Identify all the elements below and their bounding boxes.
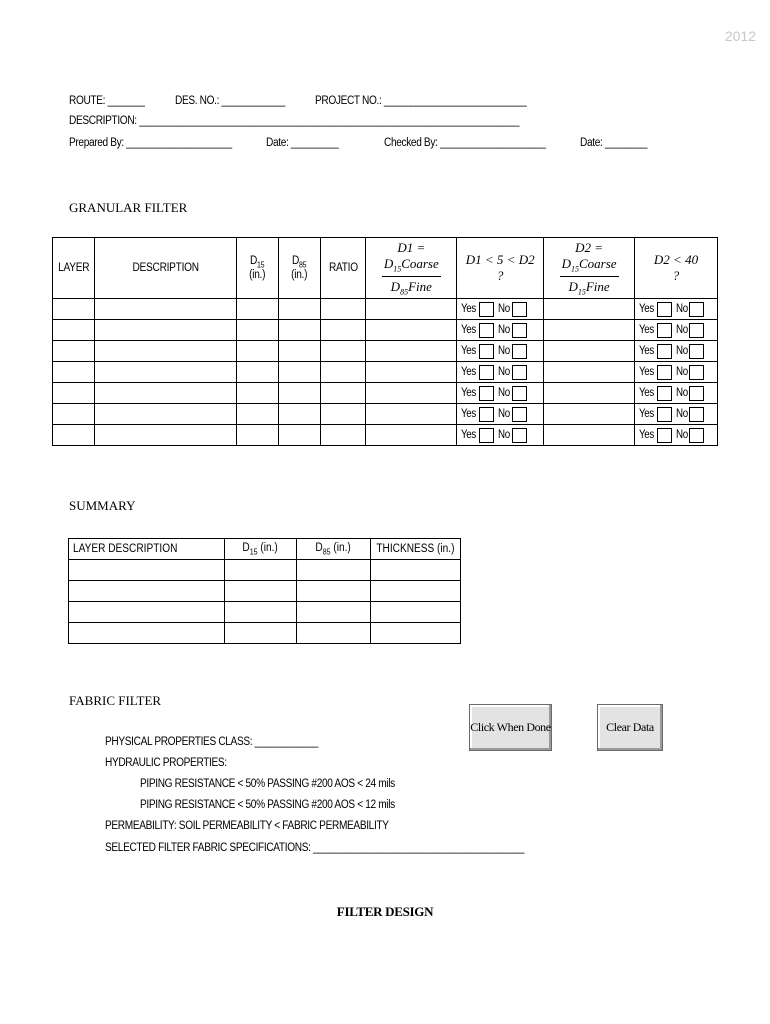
summary-thickness-cell[interactable] (371, 581, 461, 602)
layer-cell[interactable] (53, 299, 95, 320)
yes-no-group (457, 365, 543, 380)
summary-col-d15: $D_{15}$ (in.) (224, 539, 296, 560)
no-label: No (497, 387, 510, 399)
yes-checkbox[interactable] (657, 344, 672, 359)
granular-filter-table (52, 237, 718, 446)
col-d85-header: $D_{85}$ (in.) (278, 238, 321, 299)
check1-cell (457, 404, 544, 425)
description-cell[interactable] (94, 383, 236, 404)
no-label: No (675, 324, 688, 336)
page-footer-title: FILTER DESIGN (336, 904, 434, 919)
no-label: No (497, 408, 510, 420)
yes-label: Yes (638, 324, 654, 336)
yes-no-group (635, 407, 717, 422)
yes-label: Yes (461, 387, 477, 399)
yes-label: Yes (638, 429, 654, 441)
layer-cell[interactable] (53, 383, 95, 404)
check1-cell (457, 341, 544, 362)
yes-checkbox[interactable] (479, 365, 494, 380)
summary-thickness-cell[interactable] (371, 560, 461, 581)
no-label: No (497, 429, 510, 441)
date-field-1[interactable]: Date: _________ (266, 137, 339, 149)
yes-label: Yes (461, 324, 477, 336)
check2-cell (634, 383, 717, 404)
yes-no-group (457, 323, 543, 338)
d15-cell[interactable] (236, 383, 278, 404)
yes-checkbox[interactable] (479, 407, 494, 422)
no-label: No (675, 429, 688, 441)
d2-cell[interactable] (544, 404, 635, 425)
layer-cell[interactable] (53, 425, 95, 446)
no-label: No (675, 345, 688, 357)
d15-cell[interactable] (236, 341, 278, 362)
no-checkbox[interactable] (512, 428, 527, 443)
yes-no-group (635, 344, 717, 359)
no-checkbox[interactable] (689, 428, 704, 443)
no-label: No (497, 303, 510, 315)
description-cell[interactable] (94, 404, 236, 425)
no-checkbox[interactable] (512, 407, 527, 422)
summary-d85-cell[interactable] (296, 602, 371, 623)
check1-cell (457, 383, 544, 404)
summary-thickness-cell[interactable] (371, 602, 461, 623)
yes-no-group (635, 386, 717, 401)
check2-cell (634, 425, 717, 446)
summary-d15-cell[interactable] (224, 623, 296, 644)
no-checkbox[interactable] (689, 386, 704, 401)
d85-cell[interactable] (278, 404, 321, 425)
piping-resistance-line-2: PIPING RESISTANCE < 50% PASSING #200 AOS < 12 mils (140, 799, 395, 811)
summary-description-cell[interactable] (69, 623, 225, 644)
ratio-cell[interactable] (321, 320, 366, 341)
description-cell[interactable] (94, 341, 236, 362)
check1-cell (457, 299, 544, 320)
project-no-field[interactable]: PROJECT NO.: ___________________________ (315, 95, 527, 107)
no-checkbox[interactable] (512, 344, 527, 359)
check2-cell (634, 341, 717, 362)
no-label: No (497, 345, 510, 357)
col-d2-formula-header: D2 = $\frac{D_{15}Coarse}{D_{15}Fine}$ (544, 238, 635, 299)
check2-cell (634, 404, 717, 425)
granular-header-row (53, 238, 718, 299)
summary-table (68, 538, 461, 644)
layer-cell[interactable] (53, 362, 95, 383)
d1-cell[interactable] (366, 299, 457, 320)
no-label: No (675, 303, 688, 315)
yes-label: Yes (638, 345, 654, 357)
check1-cell (457, 362, 544, 383)
d15-cell[interactable] (236, 299, 278, 320)
d1-cell[interactable] (366, 404, 457, 425)
summary-d85-cell[interactable] (296, 623, 371, 644)
checked-by-field[interactable]: Checked By: ____________________ (384, 137, 546, 149)
d85-cell[interactable] (278, 341, 321, 362)
layer-cell[interactable] (53, 341, 95, 362)
fabric-filter-title: FABRIC FILTER (69, 693, 162, 708)
yes-no-group (457, 428, 543, 443)
yes-checkbox[interactable] (479, 428, 494, 443)
summary-header-row (69, 539, 461, 560)
col-check1-header: D1 < 5 < D2 ? (457, 238, 544, 299)
yes-label: Yes (461, 408, 477, 420)
d2-cell[interactable] (544, 425, 635, 446)
yes-checkbox[interactable] (479, 323, 494, 338)
yes-label: Yes (461, 303, 477, 315)
yes-checkbox[interactable] (657, 323, 672, 338)
yes-checkbox[interactable] (657, 428, 672, 443)
yes-label: Yes (461, 366, 477, 378)
d1-cell[interactable] (366, 341, 457, 362)
summary-d15-cell[interactable] (224, 581, 296, 602)
granular-row (53, 425, 718, 446)
no-checkbox[interactable] (689, 323, 704, 338)
d15-cell[interactable] (236, 425, 278, 446)
description-field[interactable]: DESCRIPTION: ________________________________________________________________________ (69, 115, 520, 127)
summary-title: SUMMARY (69, 498, 136, 513)
yes-checkbox[interactable] (657, 365, 672, 380)
check2-cell (634, 320, 717, 341)
no-checkbox[interactable] (689, 344, 704, 359)
yes-checkbox[interactable] (479, 344, 494, 359)
description-cell[interactable] (94, 425, 236, 446)
granular-row (53, 320, 718, 341)
click-when-done-button[interactable]: Click When Done (469, 704, 552, 751)
no-label: No (497, 324, 510, 336)
yes-no-group (635, 365, 717, 380)
summary-col-thickness: THICKNESS (in.) (371, 539, 461, 560)
d15-cell[interactable] (236, 362, 278, 383)
d1-cell[interactable] (366, 383, 457, 404)
check1-cell (457, 320, 544, 341)
no-checkbox[interactable] (512, 323, 527, 338)
granular-row (53, 299, 718, 320)
granular-row (53, 362, 718, 383)
no-checkbox[interactable] (689, 407, 704, 422)
granular-row (53, 383, 718, 404)
col-check2-header: D2 < 40 ? (634, 238, 717, 299)
year-label: 2012 (724, 28, 756, 44)
no-label: No (497, 366, 510, 378)
yes-checkbox[interactable] (657, 386, 672, 401)
hydraulic-properties-label: HYDRAULIC PROPERTIES: (105, 757, 227, 769)
ratio-cell[interactable] (321, 299, 366, 320)
check2-cell (634, 362, 717, 383)
d2-cell[interactable] (544, 320, 635, 341)
granular-filter-title: GRANULAR FILTER (69, 200, 188, 215)
no-checkbox[interactable] (512, 302, 527, 317)
summary-description-cell[interactable] (69, 602, 225, 623)
no-checkbox[interactable] (512, 365, 527, 380)
no-label: No (675, 408, 688, 420)
ratio-cell[interactable] (321, 341, 366, 362)
col-ratio-header: RATIO (321, 238, 366, 299)
d2-cell[interactable] (544, 362, 635, 383)
d85-cell[interactable] (278, 383, 321, 404)
yes-no-group (457, 386, 543, 401)
check1-cell (457, 425, 544, 446)
date-field-2[interactable]: Date: ________ (580, 137, 648, 149)
summary-row (69, 623, 461, 644)
granular-row (53, 404, 718, 425)
d85-cell[interactable] (278, 320, 321, 341)
description-cell[interactable] (94, 320, 236, 341)
yes-no-group (457, 407, 543, 422)
yes-no-group (635, 302, 717, 317)
summary-d15-cell[interactable] (224, 560, 296, 581)
col-d1-formula-header: D1 = $\frac{D_{15}Coarse}{D_{85}Fine}$ (366, 238, 457, 299)
no-checkbox[interactable] (512, 386, 527, 401)
d85-cell[interactable] (278, 362, 321, 383)
summary-d85-cell[interactable] (296, 581, 371, 602)
yes-label: Yes (638, 303, 654, 315)
summary-col-description: LAYER DESCRIPTION (69, 539, 225, 560)
yes-label: Yes (638, 408, 654, 420)
yes-checkbox[interactable] (657, 407, 672, 422)
summary-row (69, 602, 461, 623)
col-d15-header: $D_{15}$ (in.) (236, 238, 278, 299)
no-checkbox[interactable] (689, 365, 704, 380)
d1-cell[interactable] (366, 425, 457, 446)
layer-cell[interactable] (53, 320, 95, 341)
yes-label: Yes (638, 366, 654, 378)
granular-row (53, 341, 718, 362)
route-field[interactable]: ROUTE: _______ (69, 95, 145, 107)
summary-row (69, 560, 461, 581)
no-label: No (675, 387, 688, 399)
col-layer-header: LAYER (53, 238, 95, 299)
d2-cell[interactable] (544, 299, 635, 320)
d85-cell[interactable] (278, 299, 321, 320)
summary-d85-cell[interactable] (296, 560, 371, 581)
summary-description-cell[interactable] (69, 560, 225, 581)
summary-d15-cell[interactable] (224, 602, 296, 623)
d85-cell[interactable] (278, 425, 321, 446)
yes-no-group (457, 302, 543, 317)
ratio-cell[interactable] (321, 362, 366, 383)
no-checkbox[interactable] (689, 302, 704, 317)
prepared-by-field[interactable]: Prepared By: ____________________ (69, 137, 232, 149)
d1-cell[interactable] (366, 320, 457, 341)
yes-no-group (635, 323, 717, 338)
yes-no-group (457, 344, 543, 359)
permeability-line: PERMEABILITY: SOIL PERMEABILITY < FABRIC PERMEABILITY (105, 820, 389, 832)
summary-description-cell[interactable] (69, 581, 225, 602)
col-description-header: DESCRIPTION (94, 238, 236, 299)
physical-properties-class-field[interactable]: PHYSICAL PROPERTIES CLASS: ____________ (105, 736, 318, 748)
yes-label: Yes (461, 345, 477, 357)
yes-checkbox[interactable] (657, 302, 672, 317)
selected-fabric-specifications-field[interactable]: SELECTED FILTER FABRIC SPECIFICATIONS: ________________________________________ (105, 842, 525, 854)
ratio-cell[interactable] (321, 425, 366, 446)
d15-cell[interactable] (236, 320, 278, 341)
ratio-cell[interactable] (321, 404, 366, 425)
d15-cell[interactable] (236, 404, 278, 425)
d1-cell[interactable] (366, 362, 457, 383)
no-label: No (675, 366, 688, 378)
summary-row (69, 581, 461, 602)
check2-cell (634, 299, 717, 320)
summary-thickness-cell[interactable] (371, 623, 461, 644)
description-cell[interactable] (94, 299, 236, 320)
description-cell[interactable] (94, 362, 236, 383)
yes-no-group (635, 428, 717, 443)
piping-resistance-line-1: PIPING RESISTANCE < 50% PASSING #200 AOS < 24 mils (140, 778, 395, 790)
layer-cell[interactable] (53, 404, 95, 425)
summary-col-d85: $D_{85}$ (in.) (296, 539, 371, 560)
yes-checkbox[interactable] (479, 386, 494, 401)
ratio-cell[interactable] (321, 383, 366, 404)
d2-cell[interactable] (544, 383, 635, 404)
yes-label: Yes (638, 387, 654, 399)
des-no-field[interactable]: DES. NO.: ____________ (175, 95, 285, 107)
clear-data-button[interactable]: Clear Data (597, 704, 663, 751)
yes-checkbox[interactable] (479, 302, 494, 317)
yes-label: Yes (461, 429, 477, 441)
d2-cell[interactable] (544, 341, 635, 362)
